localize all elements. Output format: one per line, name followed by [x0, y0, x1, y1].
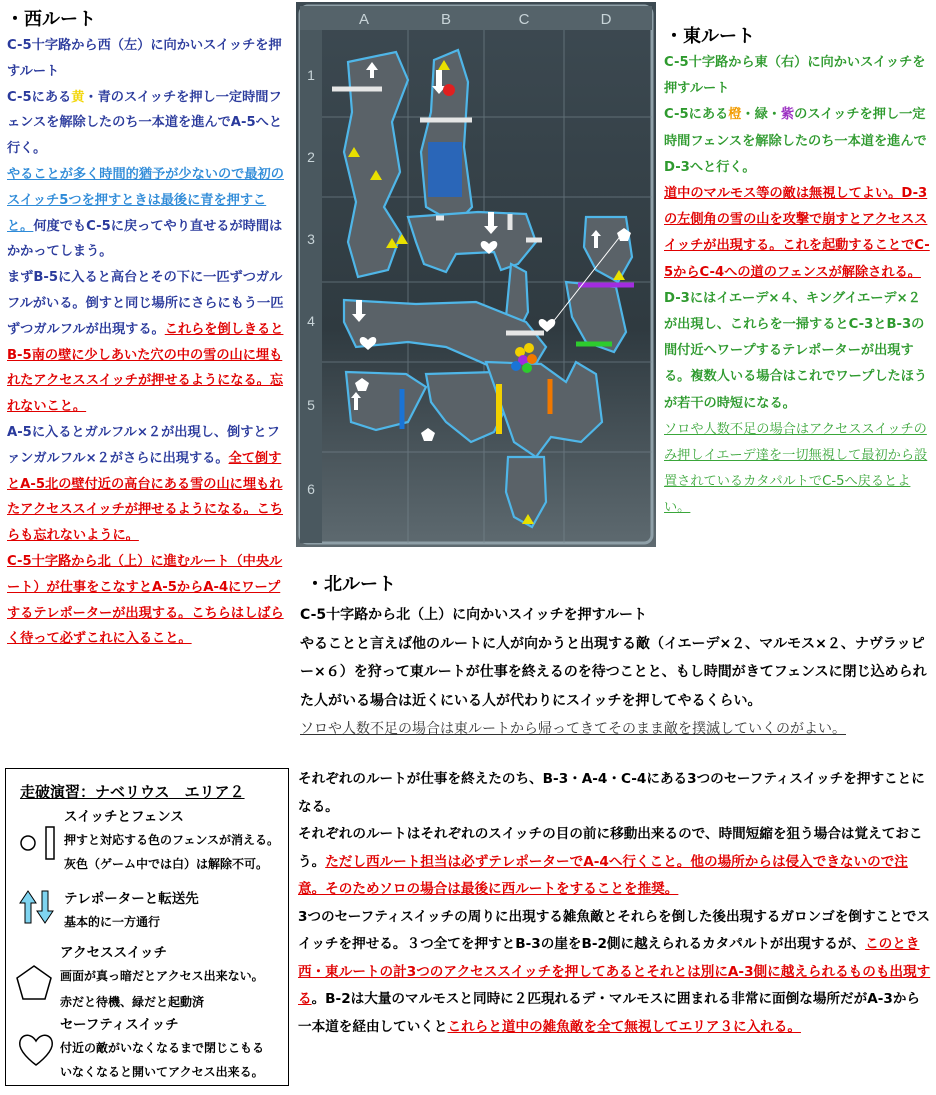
legend-switch-desc1: 押すと対応する色のフェンスが消える。	[64, 833, 280, 847]
east-p4: D-3にはイエーデ×４、キングイエーデ×２が出現し、これらを一掃するとC-3とB-3の間付近へワープするテレポーターが出現する。複数人いる場合はこれでワープしたほうが若干の時短になる。	[664, 290, 928, 411]
map-col-label: D	[600, 11, 612, 28]
switch-fence-icon	[18, 825, 62, 861]
west-p6: C-5十字路から北（上）に進むルート（中央ルート）が仕事をこなすとA-5からA-4にワープするテレポーターが出現する。こちらはしばらく待って必ずこれに入ること。	[7, 553, 284, 647]
map-row-label: 6	[307, 481, 315, 497]
map-row-label: 1	[307, 67, 315, 83]
west-route-text	[7, 33, 289, 652]
map-col-label: B	[440, 11, 452, 28]
legend-switch-desc2: 灰色（ゲーム中では白）は解除不可。	[64, 857, 269, 871]
map-col-label: C	[518, 11, 530, 28]
legend-teleporter-desc: 基本的に一方通行	[64, 915, 161, 929]
summary-p1: それぞれのルートが仕事を終えたのち、B-3・A-4・C-4にある3つのセーフティスイッチを押すことになる。	[298, 771, 925, 815]
east-p3: 道中のマルモス等の敵は無視してよい。D-3の左側角の雪の山を攻撃で崩すとアクセススイッチが出現する。これを起動することでC-5からC-4への道のフェンスが解除される。	[664, 186, 930, 280]
north-route-text	[300, 601, 930, 744]
access-switch-icon	[14, 963, 54, 1003]
summary-p2: それぞれのルートはそれぞれのスイッチの目の前に移動出来るので、時間短縮を狙う場合は覚えておこう。ただし西ルート担当は必ずテレポーターでA-4へ行くこと。他の場所からは侵入できないので注意。そのためソロの場合は最後に西ルートをすることを推奨。	[298, 826, 923, 897]
summary-text	[298, 766, 932, 1041]
legend-teleporter-title: テレポーターと転送先	[64, 891, 199, 907]
map-water	[428, 142, 462, 197]
teleporter-icon	[18, 889, 58, 925]
legend-safety-desc1: 付近の敵がいなくなるまで閉じこもる	[60, 1041, 265, 1055]
north-p2: やることと言えば他のルートに人が向かうと出現する敵（イエーデ×２、マルモス×２、ナヴラッピー×６）を狩って東ルートが仕事を終えるのを待つことと、もし時間がきてフェンスに閉じ込められた人がいる場合は近くにいる人が代わりにスイッチを押してやるくらい。	[300, 635, 927, 709]
west-p2: C-5にある黄・青のスイッチを押し一定時間フェンスを解除したのち一本道を進んでA-5へと行く。	[7, 89, 283, 157]
west-p1: C-5十字路から西（左）に向かいスイッチを押すルート	[7, 38, 282, 79]
map-column-header	[300, 6, 652, 30]
map-row-label: 5	[307, 397, 315, 413]
map-row-label: 4	[307, 313, 315, 329]
east-p2: C-5にある橙・緑・紫のスイッチを押し一定時間フェンスを解除したのち一本道を進んでD-3へと行く。	[664, 107, 927, 175]
legend-safety-title: セーフティスイッチ	[60, 1017, 179, 1033]
map-col-label: A	[358, 11, 370, 28]
east-p1: C-5十字路から東（右）に向かいスイッチを押すルート	[664, 55, 926, 97]
area-map	[296, 2, 656, 547]
map-row-label: 3	[307, 231, 315, 247]
north-p1: C-5十字路から北（上）に向かいスイッチを押すルート	[300, 607, 648, 623]
west-route-heading: ・西ルート	[6, 9, 96, 30]
east-route-heading: ・東ルート	[665, 26, 755, 47]
north-p3: ソロや人数不足の場合は東ルートから帰ってきてそのまま敵を撲滅していくのがよい。	[300, 721, 846, 737]
legend-switch-title: スイッチとフェンス	[64, 809, 184, 825]
east-p5: ソロや人数不足の場合はアクセススイッチのみ押しイエーデ達を一切無視して最初から設置されているカタパルトでC-5へ戻るとよい。	[664, 421, 928, 516]
legend-box	[5, 768, 289, 1086]
legend-safety-desc2: いなくなると開いてアクセス出来る。	[60, 1065, 264, 1079]
west-p5: A-5に入るとガルフル×２が出現し、倒すとファンガルフル×２がさらに出現する。全て倒すとA-5北の壁付近の高台にある雪の山に埋もれたアクセススイッチが押せるようになる。こちらも忘れないように。	[7, 424, 284, 544]
west-p4: まずB-5に入ると高台とその下に一匹ずつガルフルがいる。倒すと同じ場所にさらにもう一匹ずつガルフルが出現する。これらを倒しきるとB-5南の壁に少しあいた穴の中の雪の山に埋もれたアクセススイッチが押せるようになる。忘れないこと。	[7, 270, 284, 415]
legend-access-desc1: 画面が真っ暗だとアクセス出来ない。	[60, 969, 264, 983]
west-p3: やることが多く時間的猶予が少ないので最初のスイッチ5つを押すときは最後に青を押すこと。何度でもC-5に戻ってやり直せるが時間はかかってしまう。	[7, 166, 284, 260]
legend-access-title: アクセススイッチ	[60, 945, 168, 961]
east-route-text	[664, 50, 932, 522]
summary-p3: 3つのセーフティスイッチの周りに出現する雑魚敵とそれらを倒した後出現するガロンゴを倒すことでスイッチを押せる。３つ全てを押すとB-3の崖をB-2側に越えられるカタパルトが出現するが、このとき西・東ルートの計3つのアクセススイッチを押してあるとそれとは別にA-3側に越えられるものも出現する。B-2は大量のマルモスと同時に２匹現れるデ・マルモスに囲まれる非常に面倒な場所だがA-3から一本道を経由していくとこれらと道中の雑魚敵を全て無視してエリア３に入れる。	[298, 908, 931, 1035]
safety-switch-icon	[16, 1031, 56, 1069]
map-row-header	[300, 30, 322, 543]
legend-access-desc2: 赤だと待機、緑だと起動済	[60, 995, 205, 1009]
map-row-label: 2	[307, 149, 315, 165]
north-route-heading: ・北ルート	[306, 574, 396, 595]
map-red-marker	[443, 84, 455, 96]
legend-title: 走破演習：ナベリウス エリア２	[20, 783, 245, 801]
